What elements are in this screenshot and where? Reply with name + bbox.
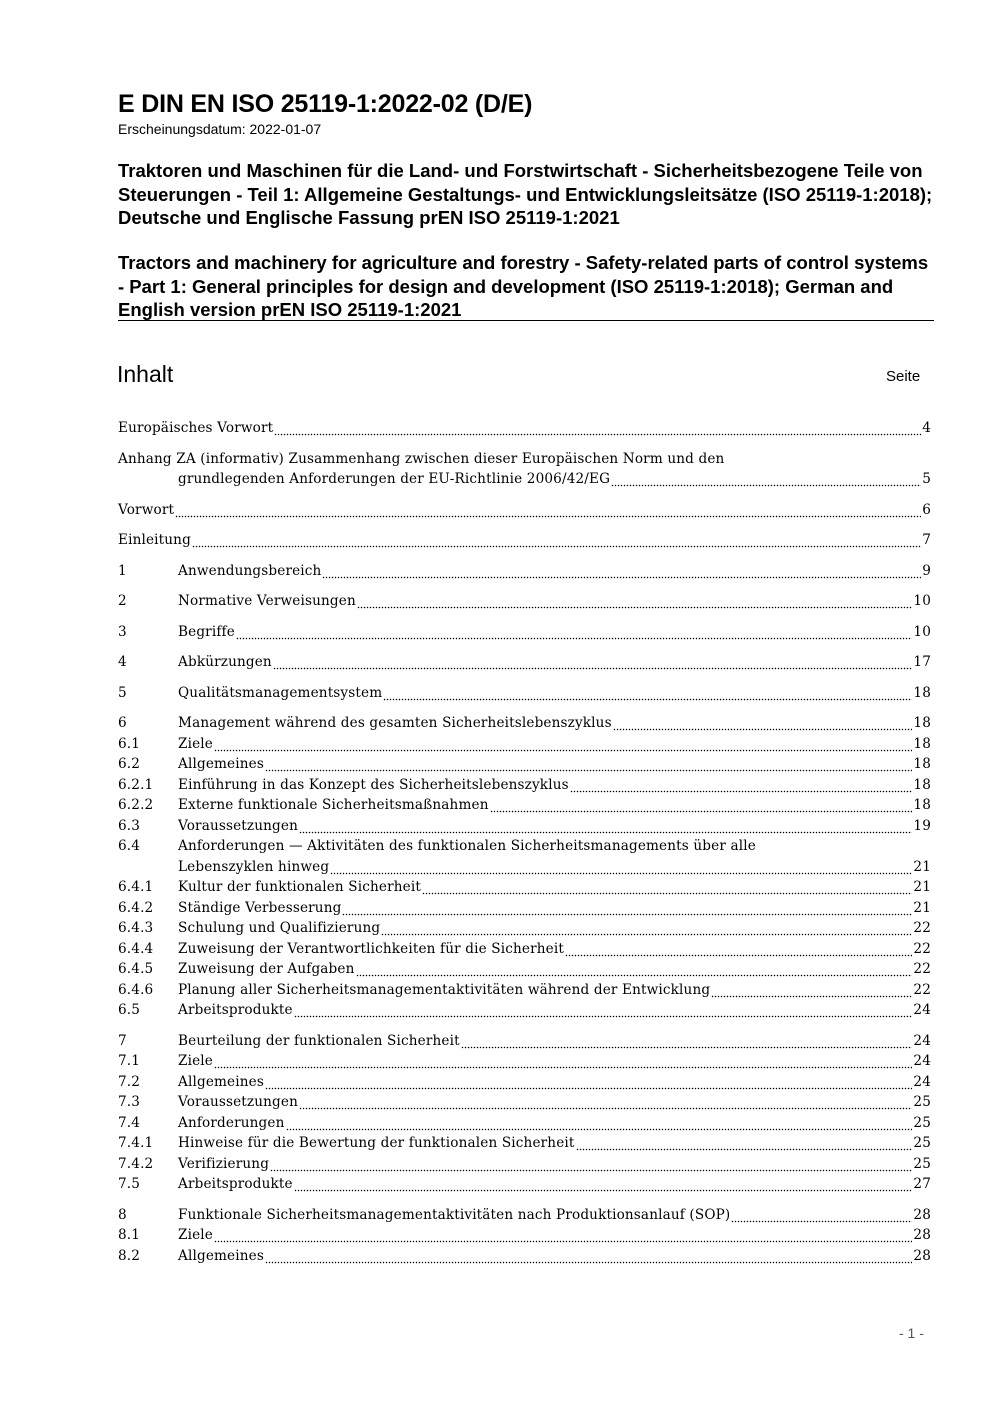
toc-dot-leader [273, 652, 913, 673]
toc-entry[interactable] [118, 734, 931, 755]
toc-entry[interactable] [118, 1246, 931, 1267]
toc-entry-title: Ziele [178, 1053, 213, 1069]
toc-entry-title: Voraussetzungen [178, 817, 298, 834]
toc-entry-number: 6.4.2 [118, 899, 154, 916]
toc-entry-page: 24 [913, 1032, 931, 1049]
toc-entry[interactable] [118, 683, 931, 704]
toc-entry-number: 6.4 [118, 838, 141, 854]
toc-entry-number: 6.2.1 [118, 776, 154, 793]
toc-entry-page: 25 [913, 1094, 931, 1110]
toc-entry[interactable] [118, 1051, 931, 1072]
toc-dot-leader [214, 734, 912, 755]
toc-dot-leader [236, 622, 913, 643]
toc-entry[interactable] [118, 816, 931, 837]
toc-entry[interactable] [118, 530, 931, 551]
toc-entry-page: 21 [913, 858, 931, 875]
toc-entry-number: 7.1 [118, 1053, 141, 1069]
toc-entry[interactable] [118, 918, 931, 939]
toc-entry[interactable] [118, 980, 931, 1001]
toc-entry-number: 8.1 [118, 1227, 141, 1243]
toc-entry[interactable] [118, 1225, 931, 1246]
title-english: Tractors and machinery for agriculture and forestry - Safety-related parts of control systems - Part 1: General principles for design and development (ISO 25119-1:2018); German and English version prEN ISO 25119-1:2021 [118, 252, 929, 320]
toc-entry-page: 28 [913, 1206, 931, 1223]
toc-entry-page: 25 [913, 1114, 931, 1131]
toc-dot-leader [265, 1072, 912, 1093]
toc-entry-title-continued: grundlegenden Anforderungen der EU-Richtlinie 2006/42/EG [178, 471, 611, 487]
toc-entry[interactable] [118, 1205, 931, 1226]
toc-entry-page: 28 [913, 1247, 931, 1264]
toc-entry-title: Abkürzungen [178, 654, 272, 670]
toc-dot-leader [342, 898, 912, 919]
toc-entry-title: Arbeitsprodukte [178, 1002, 293, 1018]
toc-entry-number: 7 [118, 1032, 127, 1049]
toc-entry-title: Anwendungsbereich [178, 562, 322, 579]
toc-entry[interactable] [118, 418, 931, 439]
toc-entry[interactable] [118, 1154, 931, 1175]
toc-entry-number: 6.4.3 [118, 920, 154, 936]
toc-entry-number: 6.3 [118, 817, 141, 834]
toc-entry-title: Planung aller Sicherheitsmanagementaktivitäten während der Entwicklung [178, 981, 711, 998]
toc-entry[interactable] [118, 795, 931, 816]
toc-dot-leader [613, 713, 913, 734]
toc-entry-page: 6 [922, 501, 931, 518]
toc-entry-title: Externe funktionale Sicherheitsmaßnahmen [178, 797, 489, 813]
toc-dot-leader [286, 1113, 913, 1134]
toc-dot-leader [422, 877, 912, 898]
toc-entry-page: 25 [913, 1135, 931, 1151]
toc-dot-leader [294, 1000, 913, 1021]
toc-dot-leader [711, 980, 912, 1001]
toc-entry-title: Ständige Verbesserung [178, 899, 342, 916]
toc-entry-page: 17 [913, 654, 931, 670]
toc-dot-leader [570, 775, 913, 796]
toc-entry-page: 28 [913, 1227, 931, 1243]
toc-entry[interactable] [118, 1072, 931, 1093]
toc-dot-leader [322, 561, 921, 582]
toc-entry-title: Allgemeines [178, 756, 264, 772]
toc-entry[interactable] [118, 1092, 931, 1113]
toc-entry-title: Einleitung [118, 532, 191, 548]
toc-entry[interactable] [118, 1000, 931, 1021]
toc-entry-title: Vorwort [118, 501, 175, 518]
toc-entry-continuation[interactable] [118, 857, 931, 878]
toc-dot-leader [175, 500, 921, 521]
toc-entry-title: Arbeitsprodukte [178, 1176, 293, 1192]
toc-dot-leader [265, 1246, 912, 1267]
toc-entry-title: Normative Verweisungen [178, 593, 356, 609]
toc-entry-page: 27 [913, 1176, 931, 1192]
toc-entry-title: Zuweisung der Verantwortlichkeiten für die Sicherheit [178, 940, 564, 957]
toc-entry-number: 7.3 [118, 1094, 141, 1110]
toc-entry-title: Anforderungen — Aktivitäten des funktionalen Sicherheitsmanagements über alle [178, 838, 756, 854]
page-number: - 1 - [899, 1325, 924, 1341]
toc-entry-title: Begriffe [178, 623, 235, 640]
toc-heading: Inhalt [117, 361, 174, 387]
toc-entry-number: 6.2.2 [118, 797, 154, 813]
toc-entry[interactable] [118, 754, 931, 775]
toc-entry[interactable] [118, 898, 931, 919]
toc-entry-title: Voraussetzungen [178, 1094, 298, 1110]
toc-entry-number: 8.2 [118, 1247, 141, 1264]
toc-dot-leader [270, 1154, 912, 1175]
toc-entry-title: Schulung und Qualifizierung [178, 920, 381, 936]
toc-entry-page: 22 [913, 961, 931, 977]
toc-entry[interactable] [118, 939, 931, 960]
toc-dot-leader [299, 1092, 912, 1113]
toc-entry-number: 5 [118, 684, 127, 701]
toc-entry-page: 21 [913, 899, 931, 916]
toc-dot-leader [299, 816, 912, 837]
toc-entry-title: Qualitätsmanagementsystem [178, 684, 383, 701]
toc-entry[interactable] [118, 500, 931, 521]
toc-entry-page: 25 [913, 1155, 931, 1172]
toc-entry-title: Management während des gesamten Sicherheitslebenszyklus [178, 715, 612, 731]
toc-entry-number: 7.2 [118, 1073, 141, 1090]
toc-entry-page: 10 [913, 593, 931, 609]
document-id: E DIN EN ISO 25119-1:2022-02 (D/E) [118, 90, 533, 118]
toc-entry-page: 18 [913, 715, 931, 731]
toc-page-column-heading: Seite [886, 368, 921, 385]
toc-entry-title: Kultur der funktionalen Sicherheit [178, 879, 421, 895]
toc-dot-leader [461, 1031, 913, 1052]
toc-entry[interactable] [118, 652, 931, 673]
toc-entry-number: 6.5 [118, 1002, 141, 1018]
publication-date: Erscheinungsdatum: 2022-01-07 [118, 121, 322, 137]
toc-entry[interactable] [118, 1113, 931, 1134]
toc-entry-page: 5 [922, 471, 931, 487]
toc-entry-title: Anforderungen [178, 1114, 285, 1131]
toc-dot-leader [192, 530, 921, 551]
toc-entry-page: 24 [913, 1002, 931, 1018]
toc-entry-title: Ziele [178, 1227, 213, 1243]
toc-entry-number: 8 [118, 1206, 127, 1223]
toc-entry-page: 18 [913, 776, 931, 793]
title-divider [118, 320, 934, 321]
toc-entry-page: 18 [913, 735, 931, 752]
toc-dot-leader [490, 795, 913, 816]
toc-entry-title: Hinweise für die Bewertung der funktionalen Sicherheit [178, 1135, 575, 1151]
toc-entry-title: Beurteilung der funktionalen Sicherheit [178, 1032, 460, 1049]
table-of-contents [118, 418, 931, 1266]
toc-dot-leader [576, 1133, 913, 1154]
toc-entry[interactable] [118, 959, 931, 980]
toc-entry-number: 7.4 [118, 1114, 141, 1131]
toc-entry-page: 19 [913, 817, 931, 834]
toc-dot-leader [731, 1205, 912, 1226]
toc-dot-leader [330, 857, 912, 878]
toc-entry-number: 6.1 [118, 735, 141, 752]
toc-entry-title: Einführung in das Konzept des Sicherheitslebenszyklus [178, 776, 569, 793]
toc-dot-leader [383, 683, 912, 704]
toc-entry-continuation[interactable] [118, 469, 931, 490]
toc-entry-title: Zuweisung der Aufgaben [178, 961, 355, 977]
toc-entry-number: 6.4.5 [118, 961, 154, 977]
toc-entry-page: 7 [922, 532, 931, 548]
toc-entry[interactable] [118, 1133, 931, 1154]
toc-entry[interactable] [118, 1174, 931, 1195]
toc-entry-page: 22 [913, 940, 931, 957]
toc-entry-page: 9 [922, 562, 931, 579]
toc-entry-number: 3 [118, 623, 127, 640]
toc-dot-leader [214, 1051, 912, 1072]
toc-dot-leader [611, 469, 921, 490]
toc-entry-title: Europäisches Vorwort [118, 420, 274, 436]
toc-entry-title: Ziele [178, 735, 213, 752]
toc-entry-number: 2 [118, 593, 127, 609]
toc-entry-page: 18 [913, 756, 931, 772]
title-german: Traktoren und Maschinen für die Land- und Forstwirtschaft - Sicherheitsbezogene Teile von Steuerungen - Teil 1: Allgemeine Gestaltungs- und Entwicklungsleitsätze (ISO 25119-1:2018); Deutsche und Englische Fassung prEN ISO 25119-1:2021 [118, 160, 933, 228]
toc-entry-title: Verifizierung [178, 1155, 270, 1172]
toc-entry[interactable] [118, 561, 931, 582]
toc-entry-title-continued: Lebenszyklen hinweg [178, 858, 330, 875]
toc-entry-page: 22 [913, 981, 931, 998]
toc-entry-page: 4 [922, 420, 931, 436]
toc-entry-title: Allgemeines [178, 1247, 264, 1264]
toc-entry[interactable] [118, 591, 931, 612]
toc-entry-title: Anhang ZA (informativ) Zusammenhang zwischen dieser Europäischen Norm und den [118, 450, 725, 467]
toc-dot-leader [274, 418, 921, 439]
toc-entry[interactable] [118, 775, 931, 796]
toc-entry[interactable] [118, 622, 931, 643]
toc-entry-number: 6.4.4 [118, 940, 154, 957]
toc-entry-page: 10 [913, 623, 931, 640]
toc-dot-leader [265, 754, 912, 775]
toc-entry-number: 1 [118, 562, 127, 579]
toc-entry-number: 6.2 [118, 756, 141, 772]
toc-entry[interactable] [118, 713, 931, 734]
toc-entry[interactable] [118, 877, 931, 898]
toc-dot-leader [294, 1174, 913, 1195]
toc-entry-number: 7.5 [118, 1176, 141, 1192]
toc-dot-leader [565, 939, 912, 960]
toc-entry-number: 7.4.2 [118, 1155, 154, 1172]
toc-entry-number: 4 [118, 654, 127, 670]
toc-entry[interactable] [118, 836, 931, 857]
toc-entry[interactable] [118, 1031, 931, 1052]
toc-entry-title: Funktionale Sicherheitsmanagementaktivitäten nach Produktionsanlauf (SOP) [178, 1206, 731, 1223]
toc-entry-page: 21 [913, 879, 931, 895]
toc-entry-number: 6 [118, 715, 127, 731]
toc-entry-page: 18 [913, 684, 931, 701]
toc-dot-leader [356, 959, 913, 980]
toc-entry-number: 6.4.6 [118, 981, 154, 998]
toc-entry-number: 6.4.1 [118, 879, 154, 895]
toc-entry-title: Allgemeines [178, 1073, 264, 1090]
toc-entry-page: 22 [913, 920, 931, 936]
toc-dot-leader [381, 918, 912, 939]
toc-entry-page: 18 [913, 797, 931, 813]
toc-entry-page: 24 [913, 1053, 931, 1069]
toc-dot-leader [214, 1225, 912, 1246]
toc-entry-page: 24 [913, 1073, 931, 1090]
toc-dot-leader [357, 591, 913, 612]
toc-entry-number: 7.4.1 [118, 1135, 154, 1151]
toc-entry[interactable] [118, 449, 931, 470]
